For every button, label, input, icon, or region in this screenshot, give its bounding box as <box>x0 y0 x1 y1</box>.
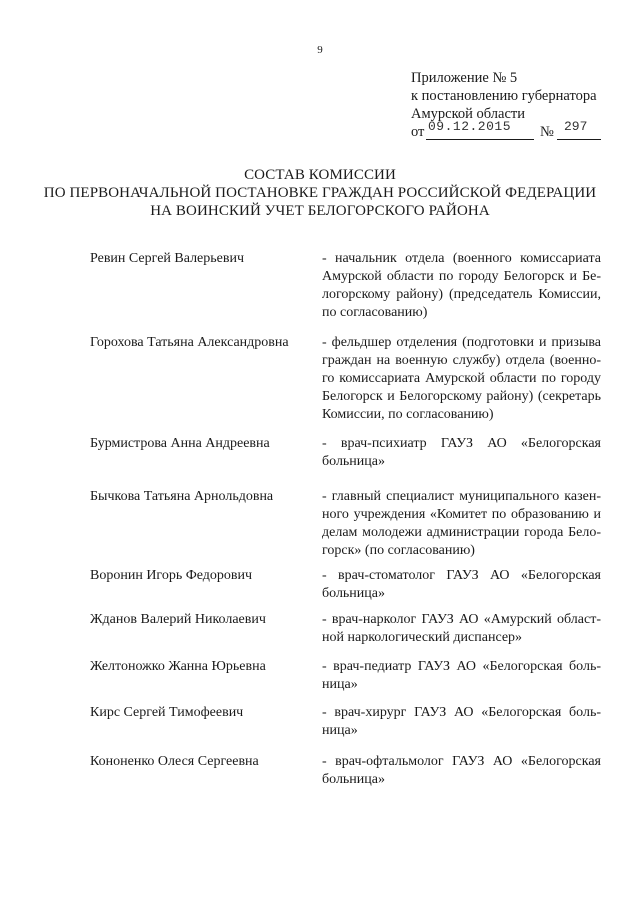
member-role <box>322 250 601 322</box>
member-role <box>322 753 601 789</box>
member-role-line: логорскому району) (председатель Комиссии, <box>322 287 601 302</box>
number-underline <box>557 139 601 140</box>
title-line-2: ПО ПЕРВОНАЧАЛЬНОЙ ПОСТАНОВКЕ ГРАЖДАН РОССИЙСКОЙ ФЕДЕРАЦИИ <box>43 185 597 201</box>
member-name: Кононенко Олеся Сергеевна <box>90 754 259 769</box>
member-name: Бычкова Татьяна Арнольдовна <box>90 489 274 504</box>
appendix-region: Амурской области <box>411 106 525 122</box>
decree-number-stamp: 297 <box>564 119 588 134</box>
member-role-line: - врач-хирург ГАУЗ АО «Белогорская боль- <box>322 705 601 720</box>
member-name: Воронин Игорь Федорович <box>90 568 253 583</box>
appendix-decree-ref: к постановлению губернатора <box>411 88 597 104</box>
document-title <box>0 166 640 220</box>
member-name: Ревин Сергей Валерьевич <box>90 251 245 266</box>
member-role-line: - врач-психиатр ГАУЗ АО «Белогорская <box>322 436 601 451</box>
member-role-line: - врач-педиатр ГАУЗ АО «Белогорская боль- <box>322 659 601 674</box>
member-name: Жданов Валерий Николаевич <box>90 612 266 627</box>
decree-date-number-line <box>411 119 621 143</box>
member-name: Кирс Сергей Тимофеевич <box>90 705 244 720</box>
member-role <box>322 567 601 603</box>
member-role-line: - начальник отдела (военного комиссариата <box>322 251 601 266</box>
member-role <box>322 611 601 647</box>
member-role-line: больница» <box>322 454 385 469</box>
member-role-line: - врач-нарколог ГАУЗ АО «Амурский област- <box>322 612 601 627</box>
member-name: Бурмистрова Анна Андреевна <box>90 436 270 451</box>
number-sign: № <box>540 124 554 140</box>
member-role <box>322 658 601 694</box>
member-role-line: больница» <box>322 586 385 601</box>
member-role <box>322 435 601 471</box>
title-line-1: СОСТАВ КОМИССИИ <box>244 167 396 183</box>
from-label: от <box>411 124 425 140</box>
member-role <box>322 334 601 424</box>
member-role-line: Амурской области по городу Белогорск и Бе- <box>322 269 601 284</box>
appendix-block <box>411 69 621 143</box>
member-role-line: больница» <box>322 772 385 787</box>
member-role <box>322 704 601 740</box>
member-role-line: го комиссариата Амурской области по городу <box>322 371 601 386</box>
member-role-line: Комиссии, по согласованию) <box>322 407 494 422</box>
page-number: 9 <box>317 44 323 56</box>
member-role-line: ница» <box>322 677 358 692</box>
member-name: Желтоножко Жанна Юрьевна <box>90 659 266 674</box>
member-role-line: ного учреждения «Комитет по образованию и <box>322 507 601 522</box>
title-line-3: НА ВОИНСКИЙ УЧЕТ БЕЛОГОРСКОГО РАЙОНА <box>150 203 490 219</box>
member-role-line: по согласованию) <box>322 305 428 320</box>
member-role-line: - главный специалист муниципального казен- <box>322 489 601 504</box>
date-underline <box>426 139 534 140</box>
decree-date-stamp: 09.12.2015 <box>428 119 512 134</box>
member-role-line: - фельдшер отделения (подготовки и призыва <box>322 335 601 350</box>
member-role-line: - врач-стоматолог ГАУЗ АО «Белогорская <box>322 568 601 583</box>
member-role-line: горск» (по согласованию) <box>322 543 475 558</box>
member-role <box>322 488 601 560</box>
appendix-title: Приложение № 5 <box>411 70 518 86</box>
member-role-line: ница» <box>322 723 358 738</box>
member-role-line: делам молодежи администрации города Бело- <box>322 525 601 540</box>
member-role-line: граждан на военную службу) отдела (военно- <box>322 353 601 368</box>
member-name: Горохова Татьяна Александровна <box>90 335 289 350</box>
member-role-line: ной наркологический диспансер» <box>322 630 523 645</box>
member-role-line: - врач-офтальмолог ГАУЗ АО «Белогорская <box>322 754 601 769</box>
member-role-line: Белогорск и Белогорскому району) (секретарь <box>322 389 601 404</box>
